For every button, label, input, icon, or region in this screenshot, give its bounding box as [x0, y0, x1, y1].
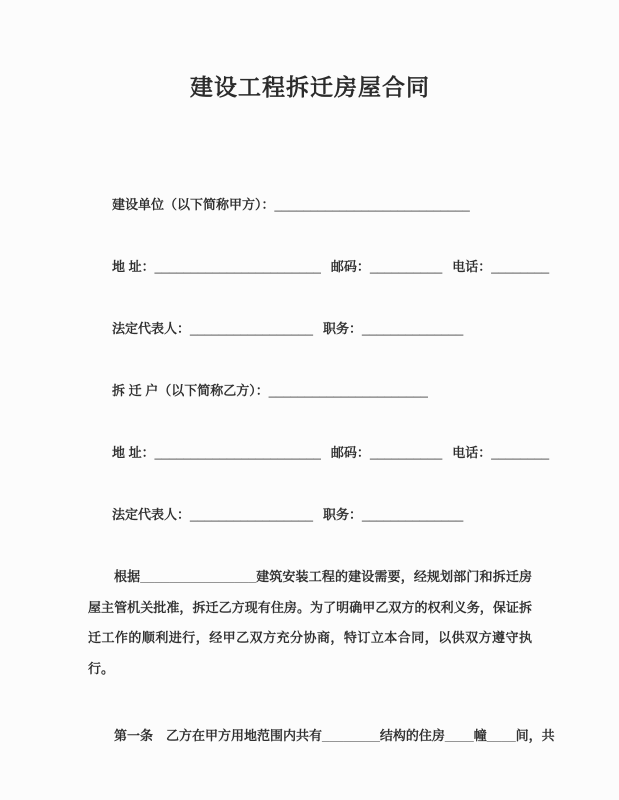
party-a-zip-label: 邮码： — [330, 259, 370, 274]
party-b-legal-rep-blank: _________________ — [190, 507, 313, 522]
party-b-position-blank: ______________ — [361, 507, 464, 522]
party-a-tel-blank: ________ — [491, 259, 550, 274]
contract-content — [88, 0, 555, 745]
party-b-legal-rep-line — [88, 506, 532, 524]
party-b-zip-label: 邮码： — [330, 445, 370, 460]
party-a-name-label: 建设单位（以下简称甲方）： — [112, 197, 275, 212]
party-a-legal-rep-label: 法定代表人： — [112, 321, 191, 336]
party-b-name-label: 拆 迁 户（以下简称乙方）： — [112, 383, 269, 398]
party-b-contact-line — [88, 444, 550, 462]
party-b-name-line — [88, 382, 532, 400]
party-b-address-blank: _______________________ — [154, 445, 321, 460]
party-a-address-blank: _______________________ — [154, 259, 321, 274]
party-b-tel-blank: ________ — [491, 445, 550, 460]
party-a-legal-rep-blank: _________________ — [190, 321, 313, 336]
party-b-name-blank: ______________________ — [268, 383, 428, 398]
party-a-zip-blank: __________ — [369, 259, 443, 274]
party-a-contact-line — [88, 258, 550, 276]
party-a-position-label: 职务： — [322, 321, 362, 336]
document-title: 建设工程拆迁房屋合同 — [190, 75, 430, 100]
party-a-address-label: 地 址： — [112, 259, 155, 274]
party-b-position-label: 职务： — [322, 507, 362, 522]
party-b-tel-label: 电话： — [452, 445, 492, 460]
party-b-address-label: 地 址： — [112, 445, 155, 460]
article-1-line: 第一条 乙方在甲方用地范围内共有________结构的住房____幢____间，共 — [114, 728, 555, 743]
party-b-zip-blank: __________ — [369, 445, 443, 460]
party-a-name-blank: ___________________________ — [274, 197, 470, 212]
party-a-tel-label: 电话： — [452, 259, 492, 274]
party-b-legal-rep-label: 法定代表人： — [112, 507, 191, 522]
party-a-name-line — [88, 196, 532, 214]
party-a-legal-rep-line — [88, 320, 532, 338]
party-a-position-blank: ______________ — [361, 321, 464, 336]
preamble-paragraph: 根据________________建筑安装工程的建设需要，经规划部门和拆迁房屋主管机关批准，拆迁乙方现有住房。为了明确甲乙双方的权利义务，保证拆迁工作的顺利进行，经甲乙双方充分协商，特订立本合同，以供双方遵守执行。 — [88, 569, 532, 676]
